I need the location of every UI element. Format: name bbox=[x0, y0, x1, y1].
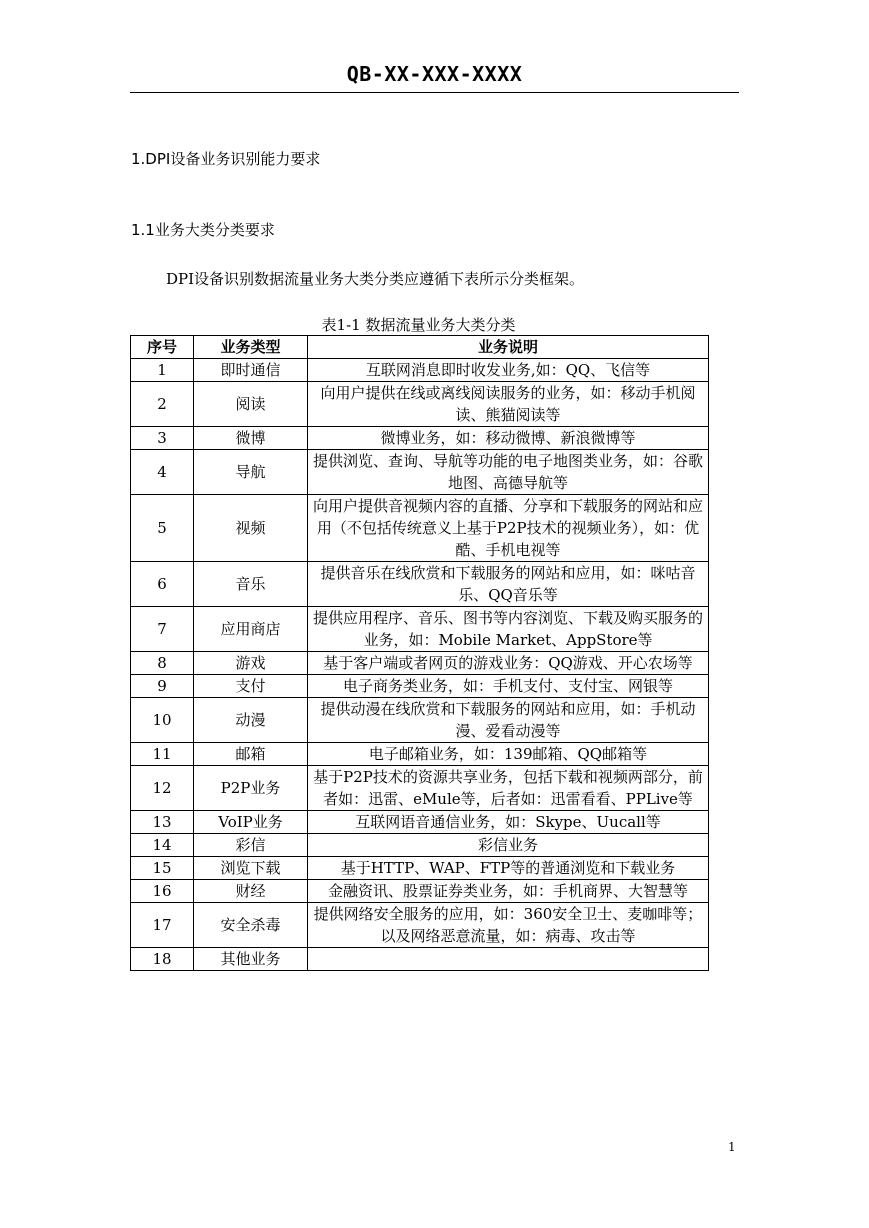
business-description-cell: 提供应用程序、音乐、图书等内容浏览、下载及购买服务的业务，如：Mobile Market、AppStore等 bbox=[308, 607, 709, 652]
business-type-cell: 彩信 bbox=[194, 834, 308, 857]
intro-paragraph: DPI设备识别数据流量业务大类分类应遵循下表所示分类框架。 bbox=[166, 270, 585, 288]
row-number-cell: 14 bbox=[131, 834, 194, 857]
page-number: 1 bbox=[728, 1140, 736, 1154]
business-type-cell: P2P业务 bbox=[194, 766, 308, 811]
business-type-cell: 游戏 bbox=[194, 652, 308, 675]
business-description-cell: 提供音乐在线欣赏和下载服务的网站和应用，如：咪咕音乐、QQ音乐等 bbox=[308, 562, 709, 607]
table-row bbox=[131, 359, 709, 382]
table-row bbox=[131, 766, 709, 811]
business-description-cell: 提供动漫在线欣赏和下载服务的网站和应用，如：手机动漫、爱看动漫等 bbox=[308, 698, 709, 743]
business-description-cell: 彩信业务 bbox=[308, 834, 709, 857]
row-number-cell: 11 bbox=[131, 743, 194, 766]
business-type-cell: 浏览下载 bbox=[194, 857, 308, 880]
business-category-table bbox=[130, 335, 709, 971]
table-row bbox=[131, 948, 709, 971]
section-1-1-heading: 1.1业务大类分类要求 bbox=[131, 221, 275, 239]
row-number-cell: 8 bbox=[131, 652, 194, 675]
table-row bbox=[131, 427, 709, 450]
business-description-cell: 提供浏览、查询、导航等功能的电子地图类业务，如：谷歌地图、高德导航等 bbox=[308, 450, 709, 495]
row-number-cell: 16 bbox=[131, 880, 194, 903]
business-description-cell bbox=[308, 948, 709, 971]
business-type-cell: 安全杀毒 bbox=[194, 903, 308, 948]
row-number-cell: 15 bbox=[131, 857, 194, 880]
table-row bbox=[131, 811, 709, 834]
business-type-cell: 支付 bbox=[194, 675, 308, 698]
header-rule bbox=[130, 92, 739, 93]
business-type-cell: 其他业务 bbox=[194, 948, 308, 971]
business-type-cell: VoIP业务 bbox=[194, 811, 308, 834]
header-cell-no: 序号 bbox=[131, 336, 194, 359]
row-number-cell: 7 bbox=[131, 607, 194, 652]
section-1-heading: 1.DPI设备业务识别能力要求 bbox=[131, 150, 321, 168]
table-row bbox=[131, 495, 709, 562]
business-type-cell: 邮箱 bbox=[194, 743, 308, 766]
header-cell-desc: 业务说明 bbox=[308, 336, 709, 359]
row-number-cell: 5 bbox=[131, 495, 194, 562]
business-description-cell: 微博业务，如：移动微博、新浪微博等 bbox=[308, 427, 709, 450]
business-type-cell: 微博 bbox=[194, 427, 308, 450]
business-type-cell: 阅读 bbox=[194, 382, 308, 427]
business-type-cell: 应用商店 bbox=[194, 607, 308, 652]
table-row bbox=[131, 903, 709, 948]
business-description-cell: 基于P2P技术的资源共享业务，包括下载和视频两部分，前者如：迅雷、eMule等，后者如：迅雷看看、PPLive等 bbox=[308, 766, 709, 811]
business-type-cell: 即时通信 bbox=[194, 359, 308, 382]
table-row bbox=[131, 382, 709, 427]
row-number-cell: 18 bbox=[131, 948, 194, 971]
table-row bbox=[131, 834, 709, 857]
business-description-cell: 电子商务类业务，如：手机支付、支付宝、网银等 bbox=[308, 675, 709, 698]
business-description-cell: 基于HTTP、WAP、FTP等的普通浏览和下载业务 bbox=[308, 857, 709, 880]
table-header-row bbox=[131, 336, 709, 359]
table-row bbox=[131, 743, 709, 766]
document-code-header: QB-XX-XXX-XXXX bbox=[346, 62, 523, 86]
business-description-cell: 电子邮箱业务，如：139邮箱、QQ邮箱等 bbox=[308, 743, 709, 766]
row-number-cell: 2 bbox=[131, 382, 194, 427]
business-description-cell: 互联网消息即时收发业务,如：QQ、飞信等 bbox=[308, 359, 709, 382]
business-type-cell: 动漫 bbox=[194, 698, 308, 743]
business-description-cell: 向用户提供在线或离线阅读服务的业务，如：移动手机阅读、熊猫阅读等 bbox=[308, 382, 709, 427]
row-number-cell: 17 bbox=[131, 903, 194, 948]
business-type-cell: 财经 bbox=[194, 880, 308, 903]
table-row bbox=[131, 607, 709, 652]
business-type-cell: 视频 bbox=[194, 495, 308, 562]
row-number-cell: 3 bbox=[131, 427, 194, 450]
row-number-cell: 6 bbox=[131, 562, 194, 607]
row-number-cell: 1 bbox=[131, 359, 194, 382]
table-row bbox=[131, 450, 709, 495]
row-number-cell: 10 bbox=[131, 698, 194, 743]
table-row bbox=[131, 857, 709, 880]
table-row bbox=[131, 880, 709, 903]
business-description-cell: 基于客户端或者网页的游戏业务：QQ游戏、开心农场等 bbox=[308, 652, 709, 675]
business-description-cell: 互联网语音通信业务，如：Skype、Uucall等 bbox=[308, 811, 709, 834]
business-description-cell: 金融资讯、股票证券类业务，如：手机商界、大智慧等 bbox=[308, 880, 709, 903]
row-number-cell: 9 bbox=[131, 675, 194, 698]
business-type-cell: 音乐 bbox=[194, 562, 308, 607]
business-description-cell: 提供网络安全服务的应用，如：360安全卫士、麦咖啡等；以及网络恶意流量，如：病毒、攻击等 bbox=[308, 903, 709, 948]
business-description-cell: 向用户提供音视频内容的直播、分享和下载服务的网站和应用（不包括传统意义上基于P2P技术的视频业务），如：优酷、手机电视等 bbox=[308, 495, 709, 562]
row-number-cell: 13 bbox=[131, 811, 194, 834]
table-caption: 表1-1 数据流量业务大类分类 bbox=[321, 316, 516, 334]
row-number-cell: 4 bbox=[131, 450, 194, 495]
header-cell-type: 业务类型 bbox=[194, 336, 308, 359]
table-row bbox=[131, 652, 709, 675]
business-type-cell: 导航 bbox=[194, 450, 308, 495]
row-number-cell: 12 bbox=[131, 766, 194, 811]
table-row bbox=[131, 698, 709, 743]
table-row bbox=[131, 562, 709, 607]
table-row bbox=[131, 675, 709, 698]
